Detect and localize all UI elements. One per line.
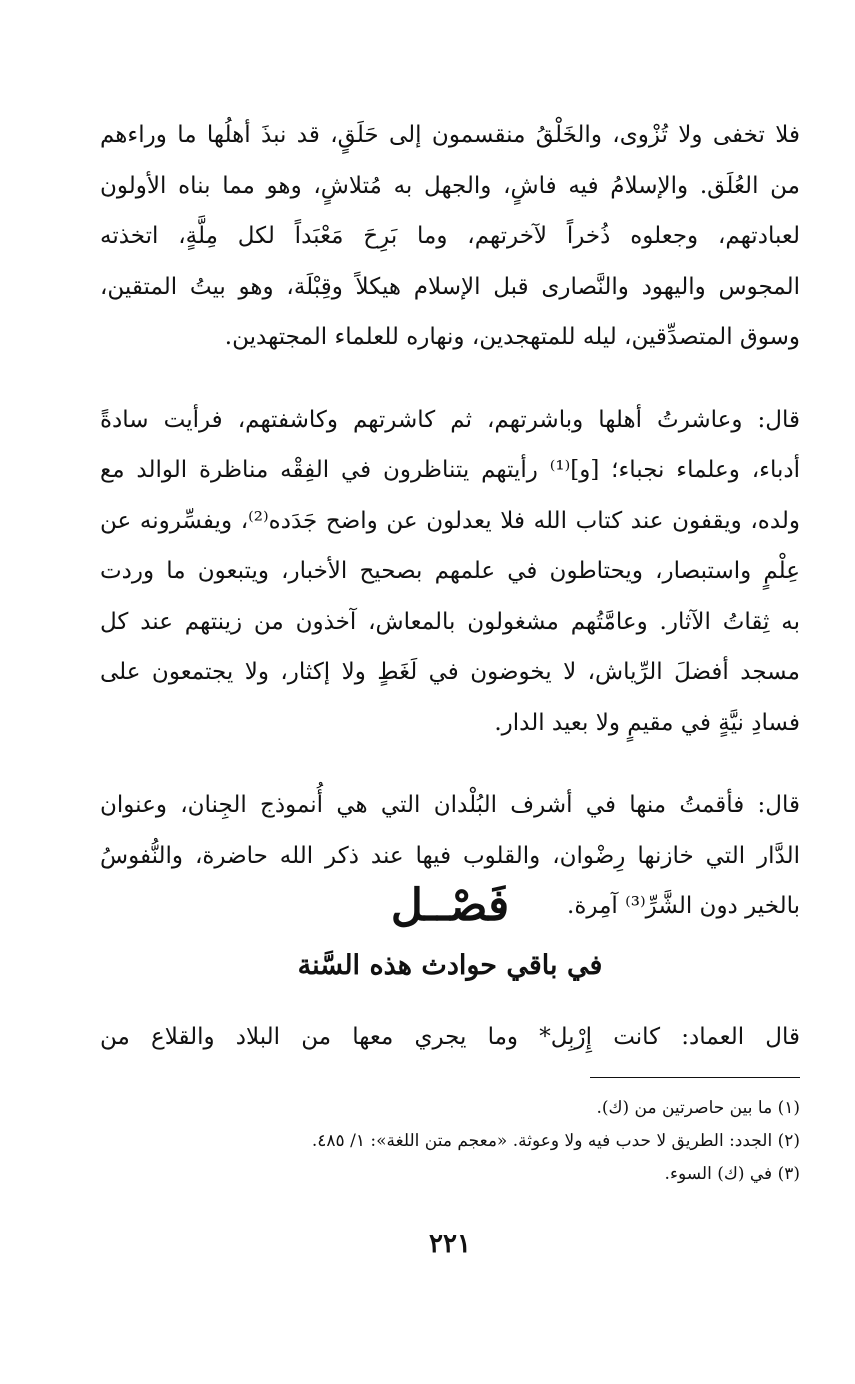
paragraph-1 <box>100 110 800 363</box>
final-text-line: قال العماد: كانت إِرْبِل* وما يجري معها من البلاد والقلاع من <box>100 1024 800 1050</box>
text-line: قال: وعاشرتُ أهلها وباشرتهم، ثم كاشرتهم وكاشفتهم، فرأيت سادةً <box>100 406 800 433</box>
footnote: (٢) الجدد: الطريق لا حدب فيه ولا وعوثة. «معجم متن اللغة»: ١/ ٤٨٥. <box>311 1131 800 1151</box>
text-line: فسادِ نيَّةٍ في مقيمٍ ولا بعيد الدار. <box>494 709 800 736</box>
main-text <box>100 110 800 964</box>
text-line: عِلْمٍ واستبصار، ويحتاطون في علمهم بصحيح الأخبار، ويتبعون ما وردت <box>100 558 800 584</box>
page-number: ٢٢١ <box>429 1229 471 1259</box>
text-line: فلا تخفى ولا تُزْوى، والخَلْقُ منقسمون إلى حَلَقٍ، قد نبذَ أهلُها ما وراءهم <box>100 122 800 148</box>
text-line: مسجد أفضلَ الرِّياش، لا يخوضون في لَغَطٍ ولا إكثار، ولا يجتمعون على <box>100 659 800 685</box>
paragraph-2 <box>100 395 800 749</box>
text-line: لعبادتهم، وجعلوه ذُخراً لآخرتهم، وما بَرِحَ مَعْبَداً لكل مِلَّةٍ، اتخذته <box>100 223 800 249</box>
text-line: به ثِقاتُ الآثار. وعامَّتُهم مشغولون بالمعاش، آخذون من زينتهم عند كل <box>100 608 800 635</box>
footnotes <box>100 1092 800 1191</box>
section-subtitle: في باقي حوادث هذه السَّنة <box>297 950 603 981</box>
text-line: بالخير دون الشَّرِّ⁽³⁾ آمِرة. <box>567 893 800 919</box>
text-line: قال: فأقمتُ منها في أشرف البُلْدان التي هي أُنموذج الجِنان، وعنوان <box>100 792 800 818</box>
footnote: (١) ما بين حاصرتين من (ك). <box>596 1098 800 1118</box>
text-line: أدباء، وعلماء نجباء؛ [و]⁽¹⁾ رأيتهم يتناظرون في الفِقْه مناظرة الوالد مع <box>100 457 800 483</box>
text-line: من العُلَق. والإسلامُ فيه فاشٍ، والجهل به مُتلاشٍ، وهو مما بناه الأولون <box>100 172 800 199</box>
footnote-divider <box>590 1077 800 1078</box>
text-line: الدَّار التي خازنها رِضْوان، والقلوب فيها عند ذكر الله حاضرة، والنُّفوسُ <box>100 842 800 869</box>
text-line: وسوق المتصدِّقين، ليله للمتهجدين، ونهاره للعلماء المجتهدين. <box>224 324 800 350</box>
text-line: المجوس واليهود والنَّصارى قبل الإسلام هيكلاً وقِبْلَة، وهو بيتُ المتقين، <box>100 273 800 300</box>
text-line: ولده، ويقفون عند كتاب الله فلا يعدلون عن واضح جَدَده⁽²⁾، ويفسِّرونه عن <box>100 507 801 534</box>
footnote: (٣) في (ك) السوء. <box>664 1164 800 1184</box>
section-title: فَصْــل <box>390 880 510 931</box>
